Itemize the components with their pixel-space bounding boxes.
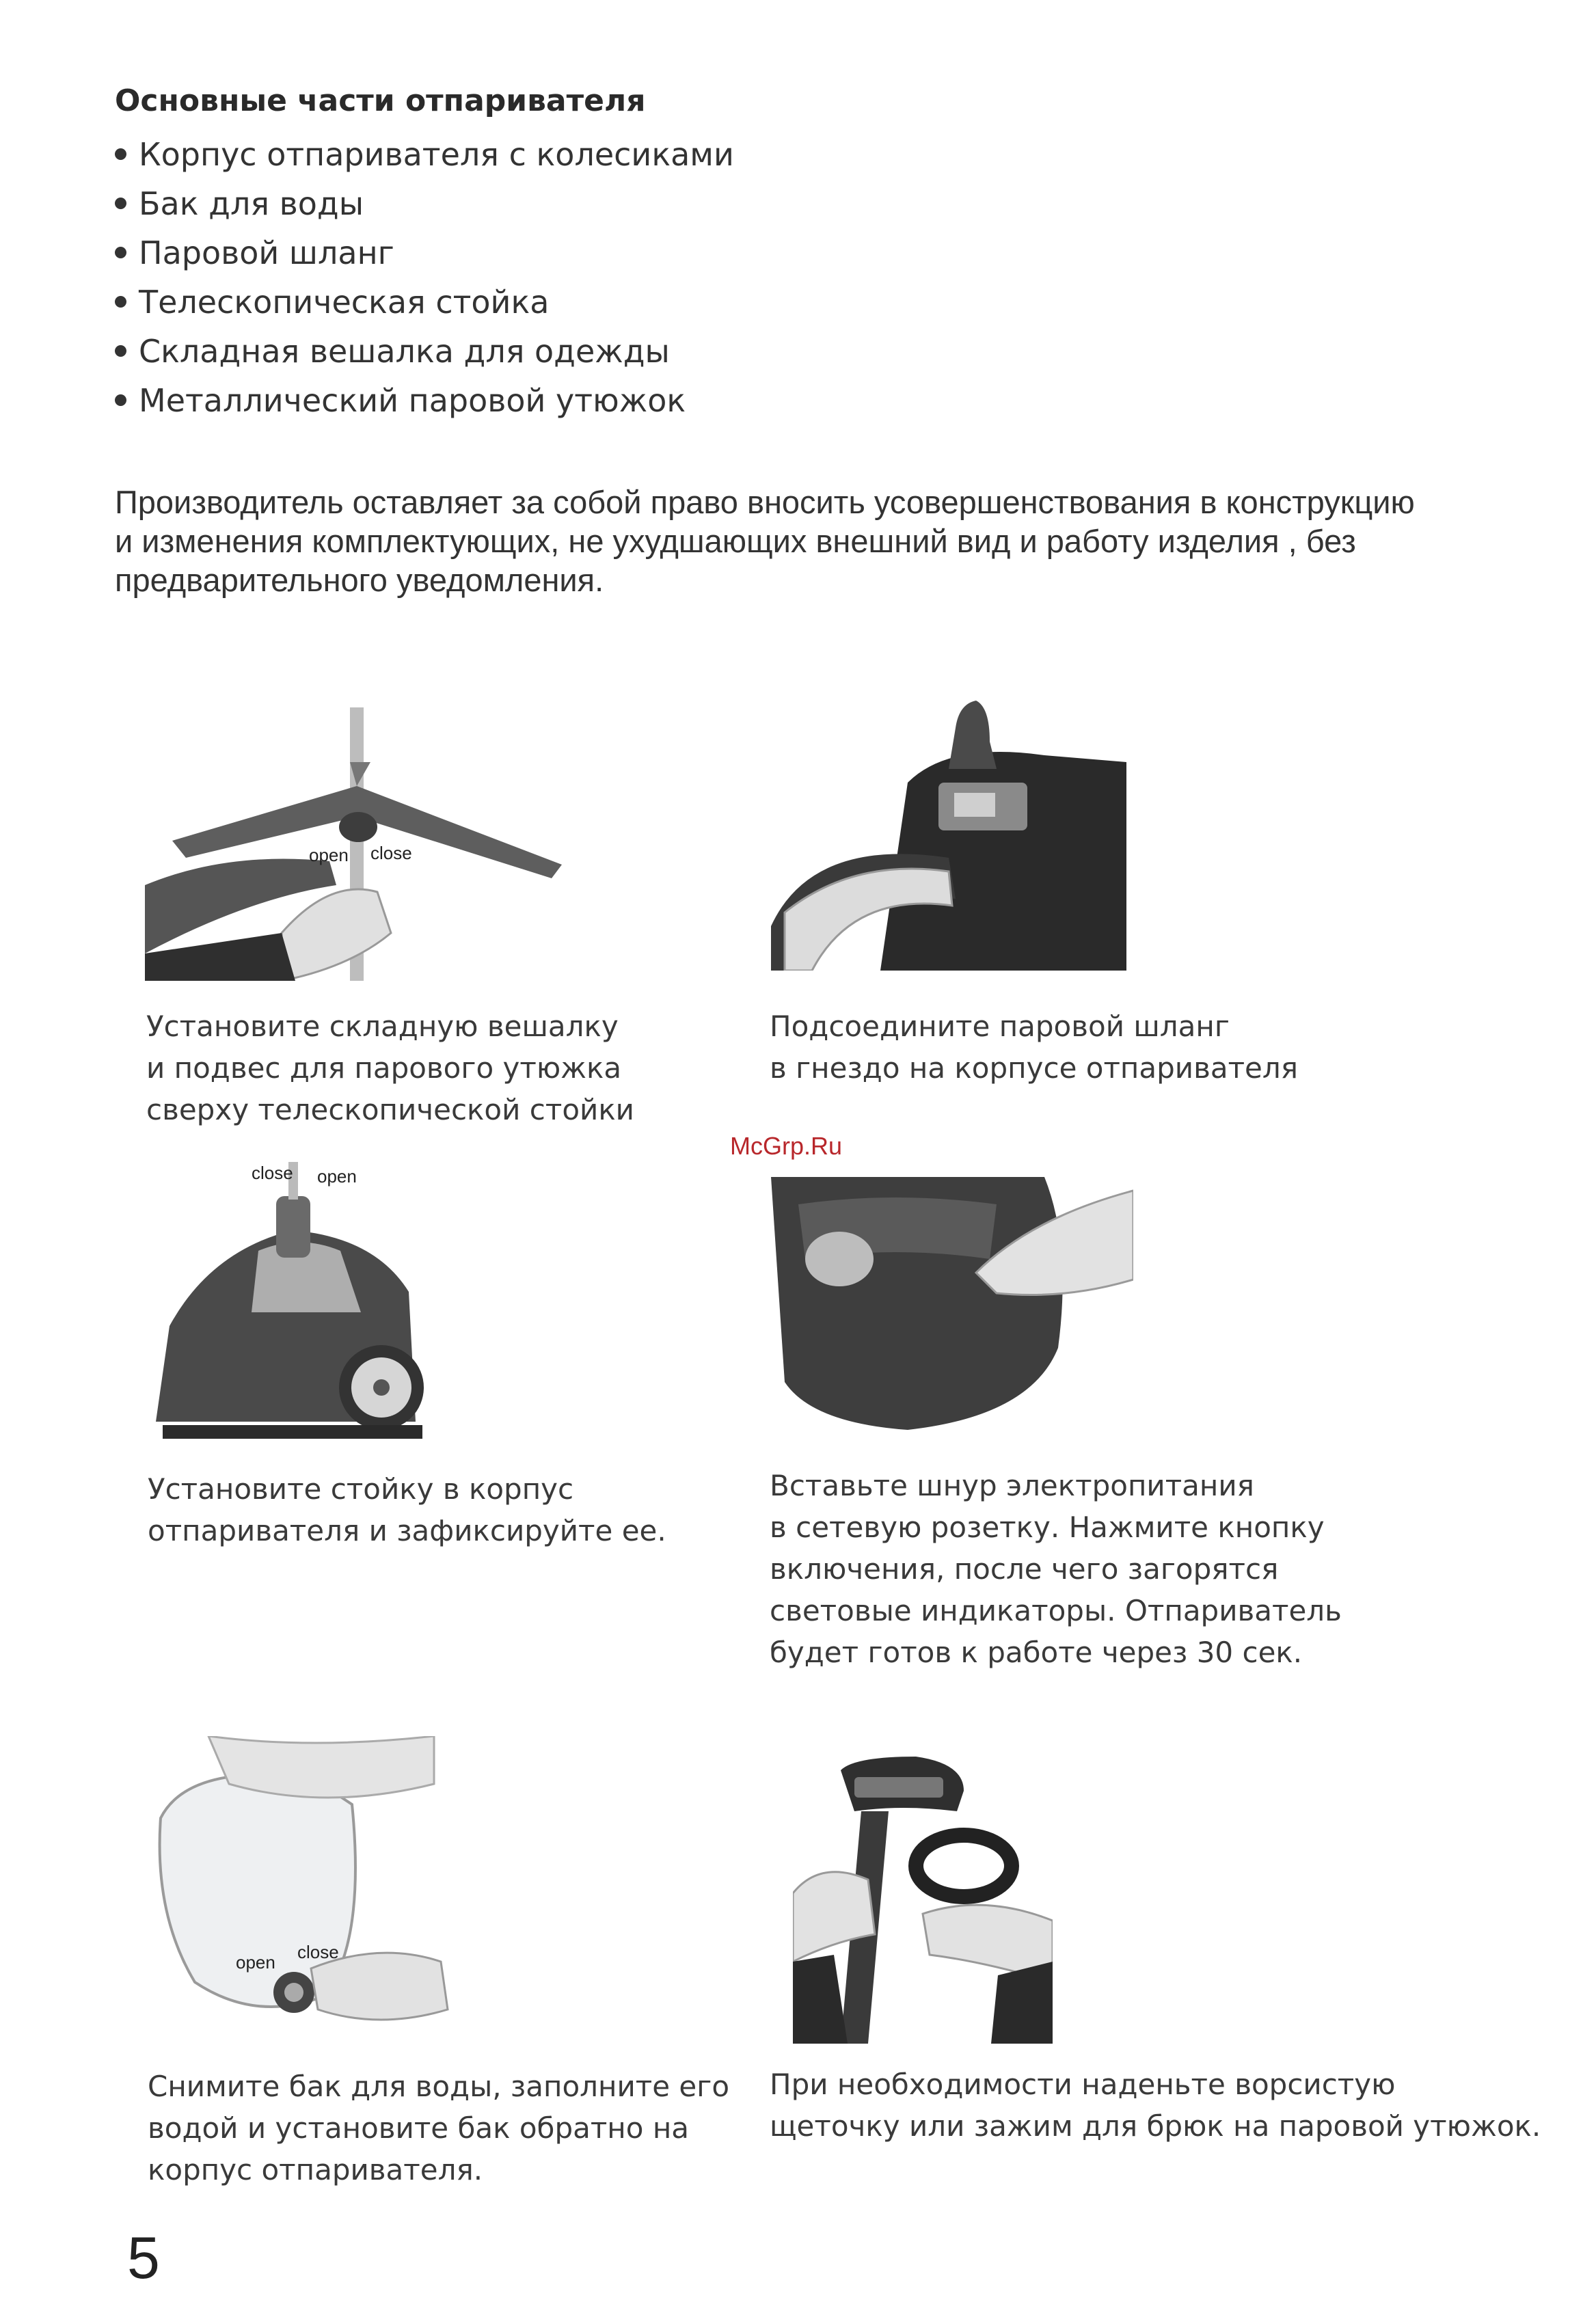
open-label: open [317, 1166, 357, 1187]
bullet-icon [115, 247, 126, 258]
list-item: Бак для воды [115, 179, 734, 228]
step-4-caption: Вставьте шнур электропитания в сетевую розетку. Нажмите кнопку включения, после чего загорятся световые индикаторы. Отпариватель будет готов к работе через 30 сек. [770, 1469, 1342, 1669]
list-item: Складная вешалка для одежды [115, 327, 734, 376]
parts-list [115, 130, 734, 425]
bullet-icon [115, 345, 126, 357]
step-5-caption: Снимите бак для воды, заполните его водой и установите бак обратно на корпус отпаривателя. [148, 2070, 730, 2186]
step-2-caption: Подсоедините паровой шланг в гнездо на корпусе отпаривателя [770, 1010, 1298, 1085]
steam-iron-photo [793, 1757, 1053, 2044]
step-6-caption: При необходимости наденьте ворсистую щеточку или зажим для брюк на паровой утюжок. [770, 2068, 1541, 2143]
bullet-icon [115, 296, 126, 308]
bullet-icon [115, 148, 126, 160]
step-3-caption: Установите стойку в корпус отпаривателя и зафиксируйте ее. [148, 1472, 666, 1547]
bullet-icon [115, 198, 126, 209]
bullet-icon [115, 394, 126, 406]
close-label: close [370, 843, 412, 863]
hanger-photo [145, 707, 569, 981]
watermark: McGrp.Ru [730, 1132, 843, 1160]
open-label: open [309, 845, 349, 865]
water-tank-photo [147, 1736, 461, 2044]
list-item: Телескопическая стойка [115, 277, 734, 327]
open-label: open [236, 1952, 275, 1973]
close-label: close [297, 1942, 339, 1962]
list-item: Паровой шланг [115, 228, 734, 277]
list-item: Корпус отпаривателя с колесиками [115, 130, 734, 179]
step-1-caption: Установите складную вешалку и подвес для парового утюжка сверху телескопической стойки [146, 1010, 634, 1126]
steamer-body-photo [156, 1155, 443, 1442]
hose-photo [771, 701, 1126, 971]
page-number: 5 [127, 2225, 160, 2291]
section-heading: Основные части отпаривателя [115, 83, 646, 118]
close-label: close [252, 1163, 293, 1183]
list-item: Металлический паровой утюжок [115, 376, 734, 425]
power-button-photo [771, 1177, 1133, 1430]
manufacturer-notice: Производитель оставляет за собой право вносить усовершенствования в конструкцию и изменения комплектующих, не ухудшающих внешний вид и работу изделия , без предварительного уведомления. [115, 484, 1415, 598]
